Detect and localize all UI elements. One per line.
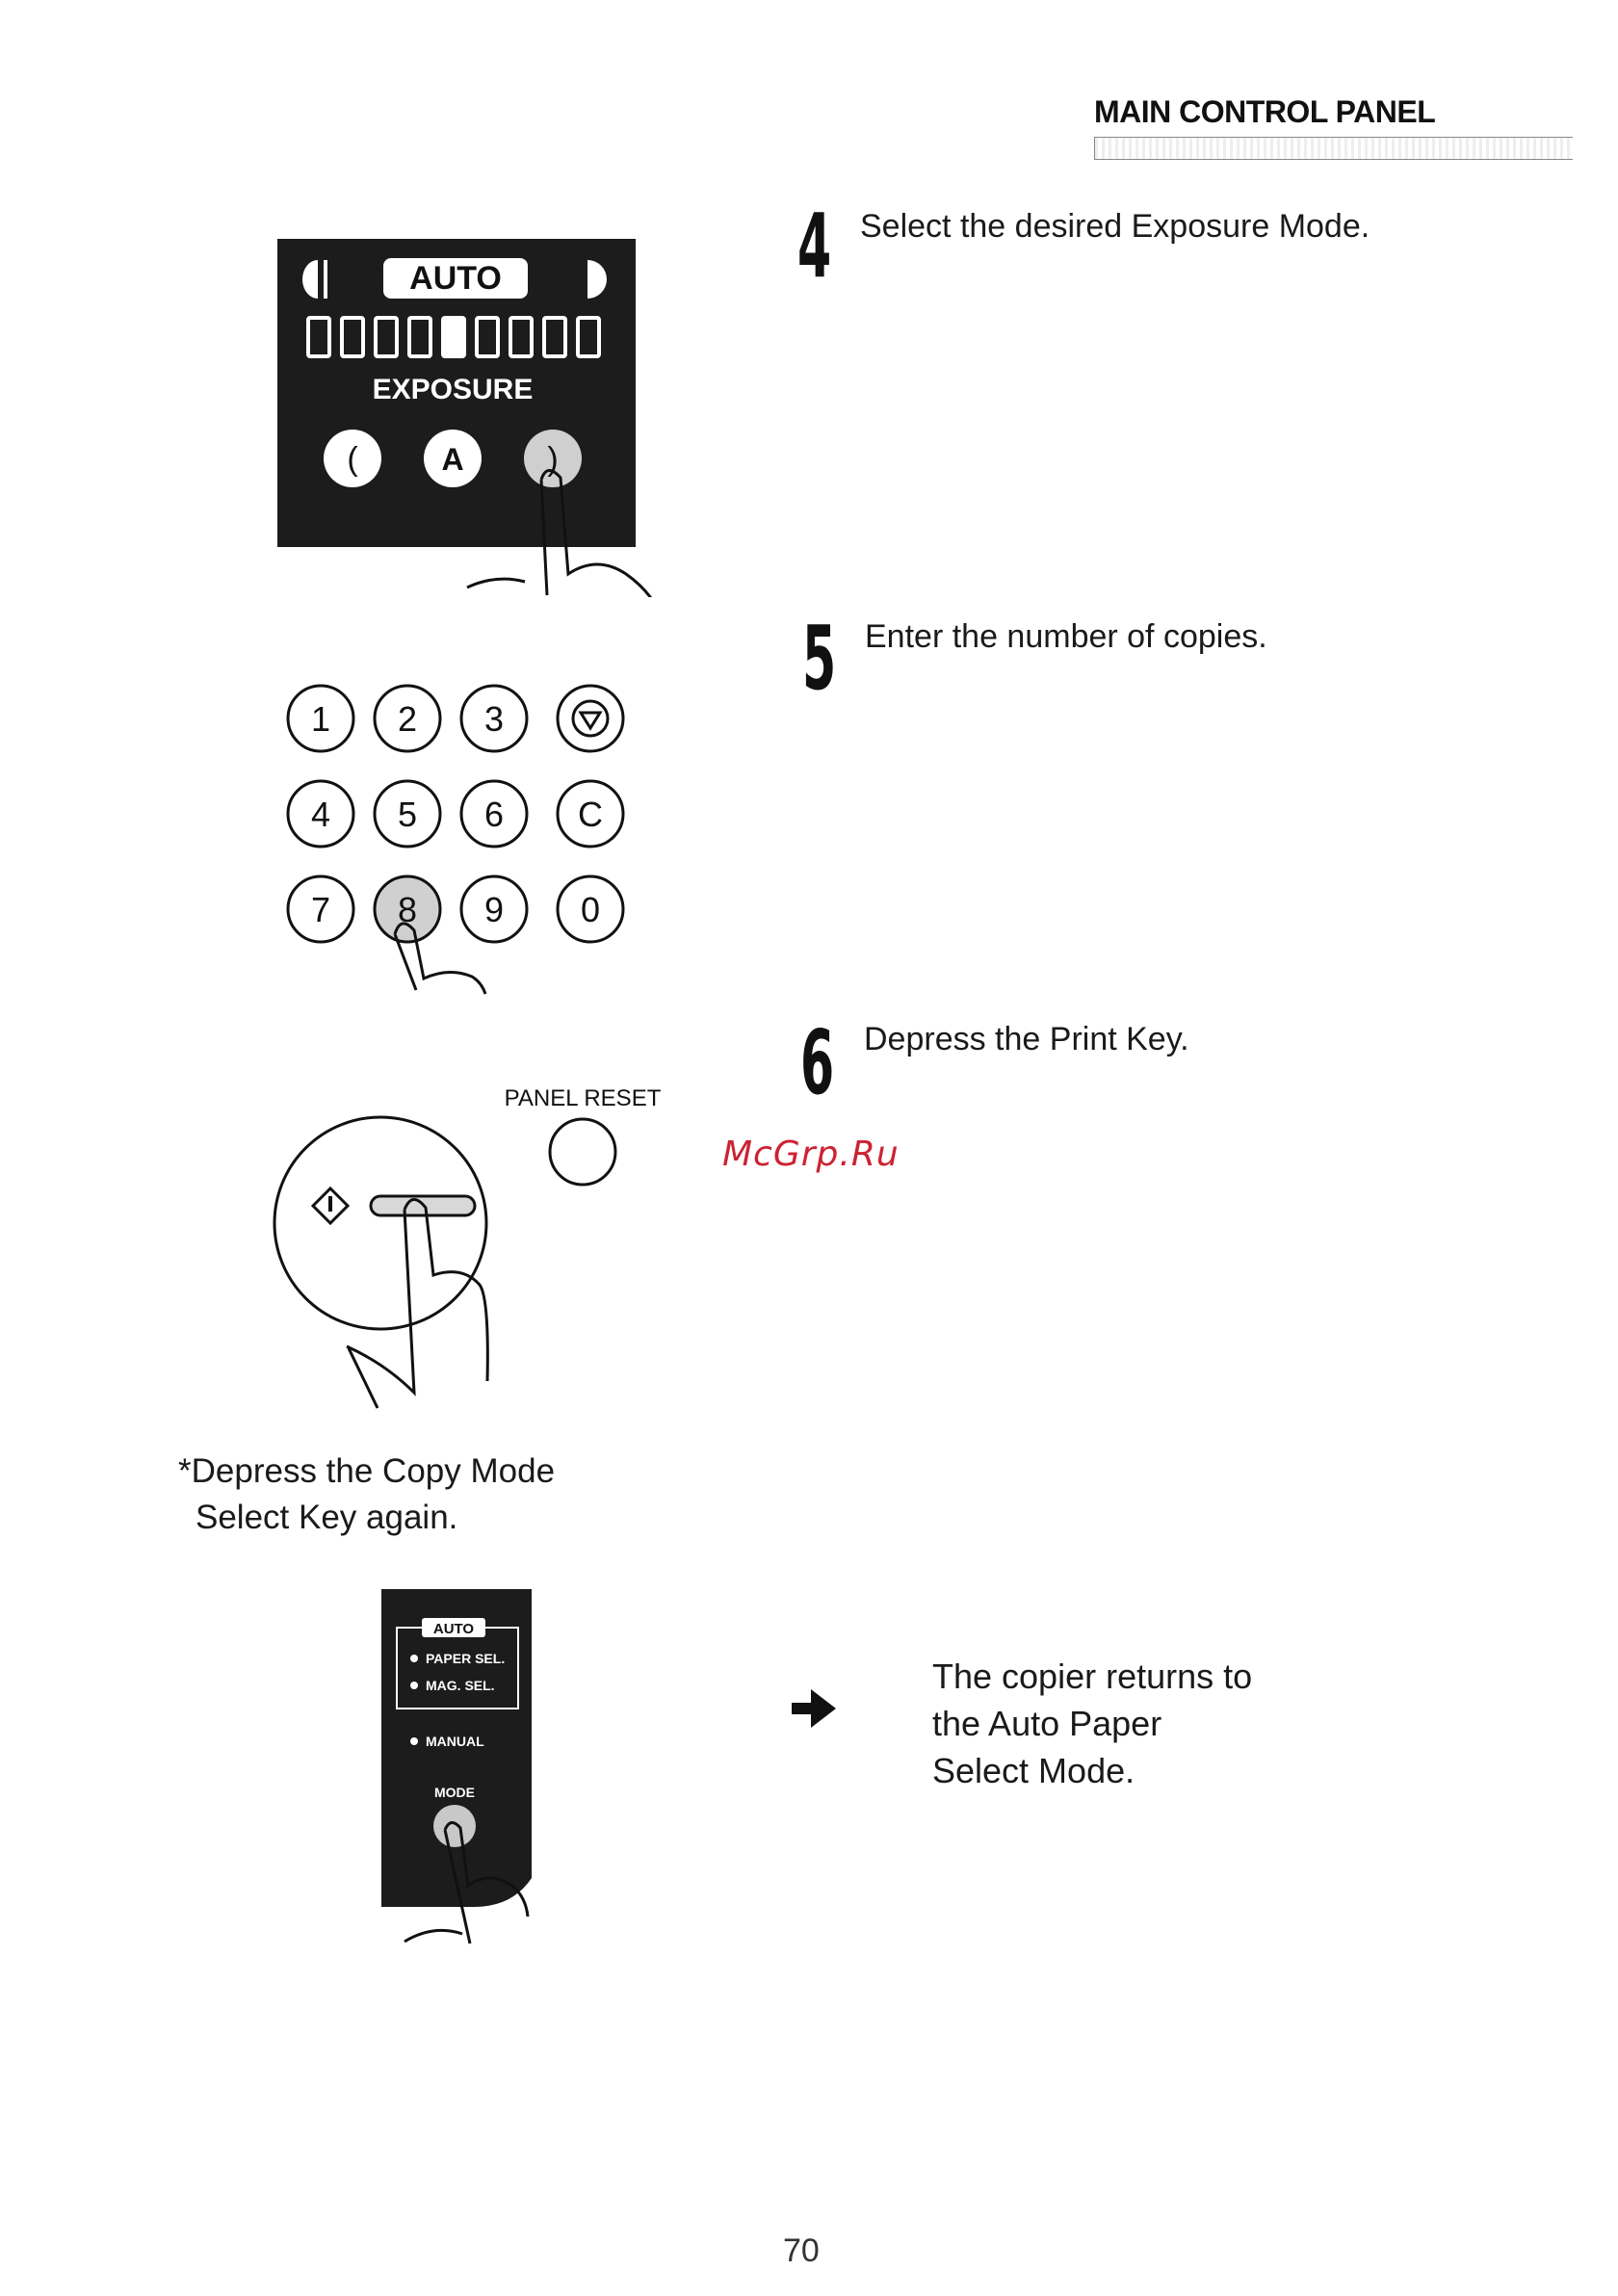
exposure-level-6 (477, 318, 498, 356)
mag-sel-led (410, 1682, 418, 1689)
arrow-right-icon (790, 1687, 838, 1730)
exposure-label: EXPOSURE (372, 374, 534, 405)
paper-sel-led (410, 1655, 418, 1662)
result-line-2: the Auto Paper (932, 1704, 1162, 1743)
exposure-level-4 (409, 318, 431, 356)
print-panel-illustration (260, 1079, 693, 1416)
step-4-text: Select the desired Exposure Mode. (860, 208, 1370, 245)
mode-panel-illustration (366, 1579, 607, 1955)
panel-reset-label: PANEL RESET (504, 1085, 662, 1111)
key-label-2: 2 (397, 699, 418, 739)
exposure-level-2 (342, 318, 363, 356)
exposure-panel-illustration (260, 231, 693, 597)
watermark: McGrp.Ru (722, 1135, 900, 1174)
mag-sel-label: MAG. SEL. (426, 1678, 495, 1693)
note-line-1: *Depress the Copy Mode (178, 1452, 556, 1490)
exposure-level-5 (443, 318, 464, 356)
exposure-level-7 (510, 318, 532, 356)
key-label-0: 0 (580, 890, 601, 929)
manual-label: MANUAL (426, 1734, 484, 1749)
print-key-housing (274, 1117, 486, 1329)
step-4-number: 4 (797, 195, 832, 298)
key-stop (558, 686, 623, 751)
mode-button (433, 1805, 476, 1847)
result-line-3: Select Mode. (932, 1751, 1135, 1790)
step-5-number: 5 (802, 607, 837, 710)
mode-label: MODE (434, 1785, 475, 1800)
step-5-text: Enter the number of copies. (865, 618, 1267, 655)
exposure-level-9 (578, 318, 599, 356)
auto-button-label: A (441, 442, 464, 477)
header-rule (1094, 137, 1573, 160)
manual-led (410, 1737, 418, 1745)
keypad-illustration (279, 674, 645, 1002)
key-label-1: 1 (310, 699, 331, 739)
exposure-level-1 (308, 318, 329, 356)
key-label-7: 7 (310, 890, 331, 929)
exposure-level-3 (376, 318, 397, 356)
exposure-level-bars (308, 318, 599, 356)
paper-sel-label: PAPER SEL. (426, 1651, 506, 1666)
key-label-3: 3 (483, 699, 505, 739)
exposure-level-8 (544, 318, 565, 356)
auto-label: AUTO (409, 260, 502, 297)
key-label-4: 4 (310, 795, 331, 834)
lighter-button-label: ( (347, 441, 358, 478)
result-line-1: The copier returns to (932, 1657, 1253, 1696)
darker-button-label: ) (547, 441, 559, 478)
step-6-text: Depress the Print Key. (864, 1021, 1189, 1057)
key-label-5: 5 (397, 795, 418, 834)
key-label-8: 8 (397, 890, 418, 929)
note-line-2: Select Key again. (196, 1499, 458, 1536)
key-label-6: 6 (483, 795, 505, 834)
mode-auto-label: AUTO (432, 1621, 475, 1637)
section-title: MAIN CONTROL PANEL (1094, 94, 1436, 129)
numeric-keypad (288, 686, 623, 942)
page-number: 70 (783, 2232, 820, 2269)
step-6-number: 6 (800, 1011, 835, 1114)
key-label-9: 9 (483, 890, 505, 929)
key-label-C: C (578, 795, 603, 834)
panel-reset-button (550, 1119, 615, 1185)
